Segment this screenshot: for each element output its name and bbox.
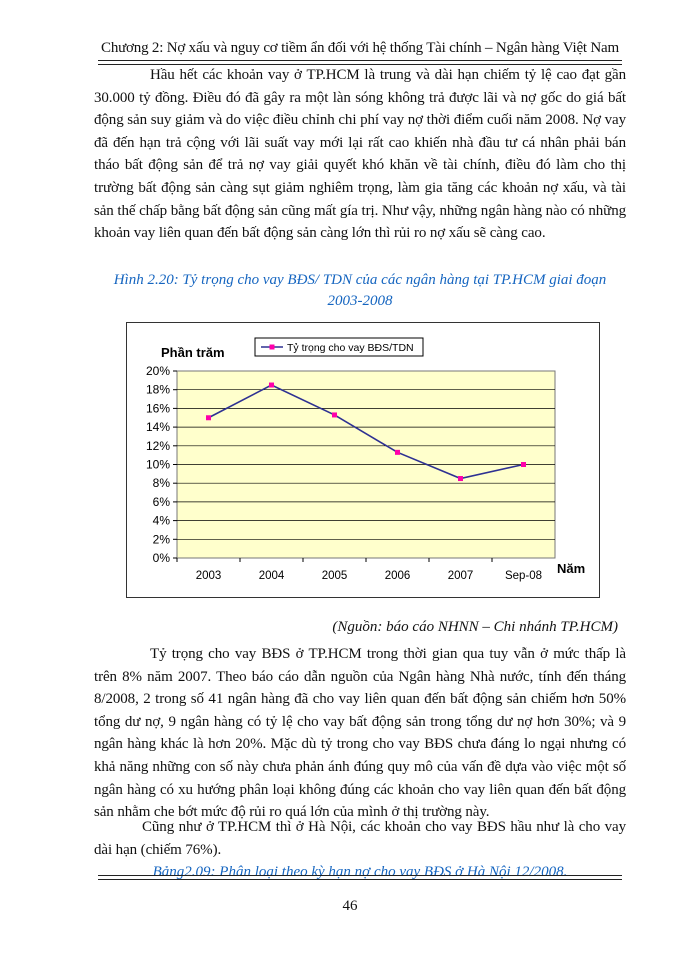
- y-tick-label: 6%: [152, 494, 170, 509]
- data-point: [332, 412, 337, 417]
- legend-label: Tỷ trọng cho vay BĐS/TDN: [287, 342, 414, 354]
- figure-source: (Nguồn: báo cáo NHNN – Chi nhánh TP.HCM): [332, 619, 618, 635]
- y-tick-label: 4%: [152, 513, 170, 528]
- y-tick-label: 18%: [145, 382, 170, 397]
- page-number: 46: [342, 898, 358, 914]
- line-chart: [126, 322, 600, 598]
- data-point: [206, 415, 211, 420]
- y-axis-title: Phần trăm: [161, 345, 225, 360]
- paragraph-1: Hầu hết các khoản vay ở TP.HCM là trung và dài hạn chiếm tỷ lệ cao đạt gần 30.000 tỷ đồng. Điều đó đã gây ra một làn sóng không trả được lãi và nợ gốc do giá bất động sản suy giảm và do việc điều chỉnh chi phí vay nợ thời điểm cuối năm 2008. Nợ vay đã đến hạn trả cộng với lãi suất vay mới lại rất cao khiến nhà đầu tư cá nhân phải bán tháo bất động sản để trả nợ vay giải quyết khó khăn về tài chính, điều đó làm cho thị trường bất động sản càng sụt giảm nghiêm trọng, làm gia tăng các khoản nợ xấu, và tài sản thế chấp bằng bất động sản cũng mất gía trị. Như vậy, những ngân hàng nào có những khoản vay liên quan đến bất động sản càng lớn thì rủi ro nợ xấu sẽ càng cao.: [94, 67, 626, 242]
- x-axis-title: Năm: [557, 561, 586, 576]
- y-tick-label: 8%: [152, 476, 170, 491]
- y-tick-label: 0%: [152, 551, 170, 565]
- data-point: [269, 383, 274, 388]
- table-caption: Bảng2.09: Phân loại theo kỳ hạn nợ cho vay BĐS ở Hà Nội 12/2008.: [152, 864, 568, 880]
- y-tick-label: 2%: [152, 532, 170, 547]
- data-point: [458, 476, 463, 481]
- x-tick-label: 2005: [321, 570, 348, 582]
- paragraph-2: Tỷ trọng cho vay BĐS ở TP.HCM trong thời gian qua tuy vẫn ở mức thấp là trên 8% năm 2007. Theo báo cáo dẫn nguồn của Ngân hàng Nhà nước, tính đến tháng 8/2008, 2 trong số 41 ngân hàng đã cho vay liên quan đến bất động sản chiếm hơn 50% tổng dư nợ, 9 ngân hàng có tỷ lệ cho vay bất động sản trong tổng dư nợ hơn 30%; và 9 ngân hàng khác là hơn 20%. Mặc dù tỷ trong cho vay BĐS chưa đáng lo ngại nhưng có khả năng những con số này chưa phản ánh đúng quy mô của vấn đề dựa vào việc một số ngân hàng có xu hướng phân loại không đúng các khoản cho vay liên quan đến bất động sản nhằm che bớt mức độ rủi ro quá lớn của mình ở thị trường này.: [94, 646, 626, 821]
- y-tick-label: 20%: [145, 364, 170, 378]
- x-tick-label: 2007: [447, 570, 474, 582]
- footer-rule: [98, 875, 622, 880]
- y-tick-label: 14%: [145, 420, 170, 435]
- y-tick-label: 16%: [145, 401, 170, 416]
- x-tick-label: Sep-08: [504, 570, 543, 582]
- y-tick-label: 12%: [145, 438, 170, 453]
- paragraph-3: Cũng như ở TP.HCM thì ở Hà Nội, các khoản cho vay BĐS hầu như là cho vay dài hạn (chiếm 76%).: [94, 819, 626, 858]
- x-tick-label: 2003: [195, 570, 222, 582]
- legend-marker: [270, 345, 275, 350]
- y-tick-label: 10%: [145, 457, 170, 472]
- data-point: [395, 450, 400, 455]
- x-tick-label: 2006: [384, 570, 411, 582]
- figure-caption: Hình 2.20: Tỷ trọng cho vay BĐS/ TDN của các ngân hàng tại TP.HCM giai đoạn 2003-2008: [113, 272, 607, 309]
- data-point: [521, 462, 526, 467]
- chart-svg: [127, 323, 601, 599]
- page-header: Chương 2: Nợ xấu và nguy cơ tiềm ẩn đối với hệ thống Tài chính – Ngân hàng Việt Nam: [101, 40, 619, 56]
- x-tick-label: 2004: [258, 570, 285, 582]
